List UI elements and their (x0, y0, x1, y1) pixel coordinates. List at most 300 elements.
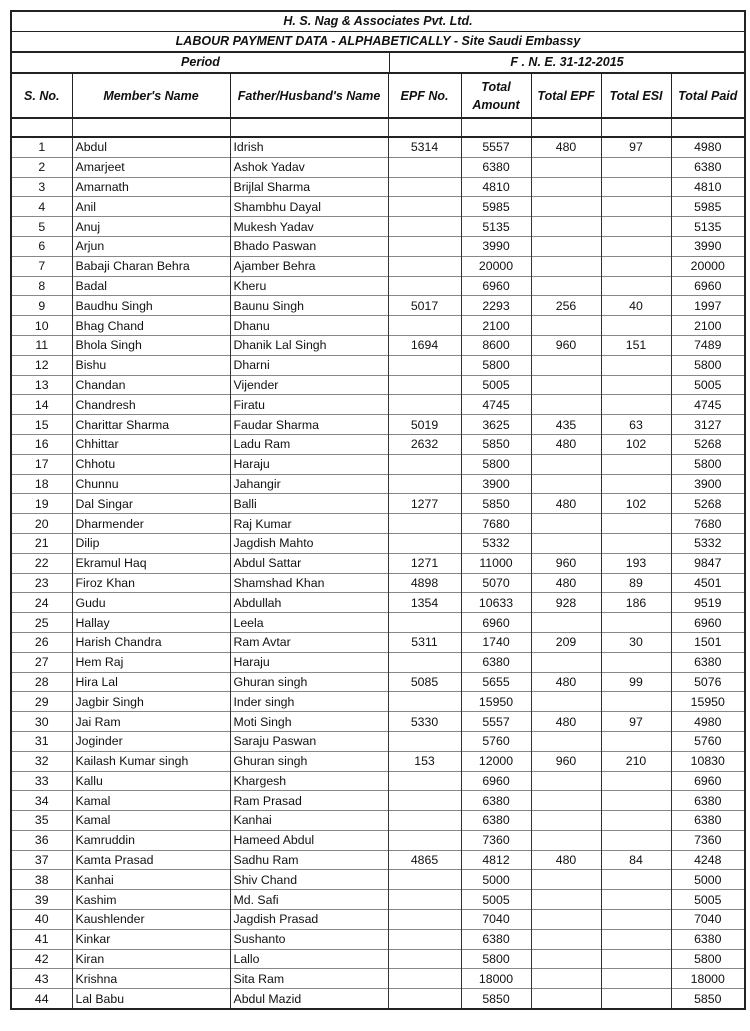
cell-total-esi: 84 (601, 850, 671, 870)
cell-total-amount: 11000 (461, 553, 531, 573)
cell-member-name: Kailash Kumar singh (72, 751, 230, 771)
cell-total-paid: 10830 (671, 751, 744, 771)
cell-sno: 39 (12, 890, 72, 910)
cell-total-esi: 102 (601, 494, 671, 514)
cell-father-name: Khargesh (230, 771, 388, 791)
cell-member-name: Kallu (72, 771, 230, 791)
table-row (12, 890, 744, 910)
cell-total-amount: 5557 (461, 137, 531, 157)
cell-total-paid: 4980 (671, 137, 744, 157)
col-father-name: Father/Husband's Name (230, 74, 388, 119)
cell-total-paid: 1501 (671, 632, 744, 652)
cell-sno: 9 (12, 296, 72, 316)
cell-total-esi (601, 771, 671, 791)
cell-epf-no (388, 613, 461, 633)
cell-total-paid: 15950 (671, 692, 744, 712)
cell-member-name: Hira Lal (72, 672, 230, 692)
cell-total-paid: 5800 (671, 949, 744, 969)
cell-total-esi (601, 157, 671, 177)
cell-total-epf (531, 197, 601, 217)
cell-total-amount: 5850 (461, 494, 531, 514)
cell-total-paid: 5000 (671, 870, 744, 890)
cell-total-esi (601, 949, 671, 969)
cell-sno: 13 (12, 375, 72, 395)
cell-total-epf (531, 355, 601, 375)
cell-father-name: Dhanu (230, 316, 388, 336)
cell-total-amount: 5070 (461, 573, 531, 593)
cell-total-paid: 5268 (671, 434, 744, 454)
cell-total-paid: 4248 (671, 850, 744, 870)
cell-total-paid: 5268 (671, 494, 744, 514)
col-total-amount: Total Amount (461, 74, 531, 119)
cell-total-amount: 20000 (461, 256, 531, 276)
cell-total-epf (531, 771, 601, 791)
cell-total-esi: 151 (601, 335, 671, 355)
cell-total-esi (601, 533, 671, 553)
cell-father-name: Firatu (230, 395, 388, 415)
cell-sno: 24 (12, 593, 72, 613)
cell-sno: 27 (12, 652, 72, 672)
cell-father-name: Kheru (230, 276, 388, 296)
table-row (12, 613, 744, 633)
cell-member-name: Dal Singar (72, 494, 230, 514)
cell-member-name: Gudu (72, 593, 230, 613)
cell-father-name: Abdul Mazid (230, 989, 388, 1008)
cell-epf-no: 5330 (388, 712, 461, 732)
cell-member-name: Jai Ram (72, 712, 230, 732)
cell-total-amount: 5800 (461, 355, 531, 375)
cell-total-amount: 6380 (461, 791, 531, 811)
cell-total-epf (531, 890, 601, 910)
table-row (12, 949, 744, 969)
cell-total-epf (531, 969, 601, 989)
table-row (12, 573, 744, 593)
cell-total-amount: 5850 (461, 989, 531, 1008)
cell-total-amount: 5800 (461, 454, 531, 474)
cell-total-amount: 7040 (461, 910, 531, 930)
cell-sno: 43 (12, 969, 72, 989)
cell-total-amount: 2100 (461, 316, 531, 336)
cell-total-epf: 960 (531, 751, 601, 771)
cell-total-epf (531, 613, 601, 633)
cell-sno: 33 (12, 771, 72, 791)
cell-member-name: Kaushlender (72, 910, 230, 930)
cell-total-epf: 435 (531, 415, 601, 435)
col-total-paid: Total Paid (671, 74, 744, 119)
cell-epf-no: 5019 (388, 415, 461, 435)
cell-total-paid: 5850 (671, 989, 744, 1008)
cell-total-epf (531, 375, 601, 395)
cell-total-paid: 6380 (671, 157, 744, 177)
cell-father-name: Lallo (230, 949, 388, 969)
cell-total-paid: 4980 (671, 712, 744, 732)
cell-epf-no (388, 949, 461, 969)
table-row (12, 197, 744, 217)
cell-epf-no: 1277 (388, 494, 461, 514)
cell-sno: 34 (12, 791, 72, 811)
cell-member-name: Dharmender (72, 514, 230, 534)
cell-epf-no (388, 652, 461, 672)
table-row (12, 692, 744, 712)
table-row (12, 494, 744, 514)
cell-sno: 17 (12, 454, 72, 474)
cell-epf-no (388, 217, 461, 237)
table-row (12, 454, 744, 474)
cell-total-epf (531, 514, 601, 534)
cell-member-name: Kinkar (72, 929, 230, 949)
cell-father-name: Jagdish Mahto (230, 533, 388, 553)
cell-epf-no (388, 395, 461, 415)
cell-sno: 25 (12, 613, 72, 633)
cell-total-amount: 1740 (461, 632, 531, 652)
cell-sno: 23 (12, 573, 72, 593)
period-value: F . N. E. 31-12-2015 (510, 55, 624, 69)
cell-father-name: Saraju Paswan (230, 731, 388, 751)
cell-total-esi (601, 316, 671, 336)
cell-total-amount: 5655 (461, 672, 531, 692)
cell-epf-no (388, 830, 461, 850)
cell-member-name: Firoz Khan (72, 573, 230, 593)
cell-member-name: Kamta Prasad (72, 850, 230, 870)
table-row (12, 593, 744, 613)
cell-member-name: Harish Chandra (72, 632, 230, 652)
cell-member-name: Chandresh (72, 395, 230, 415)
cell-total-epf (531, 454, 601, 474)
table-row (12, 355, 744, 375)
cell-total-epf (531, 929, 601, 949)
cell-member-name: Hem Raj (72, 652, 230, 672)
cell-total-amount: 15950 (461, 692, 531, 712)
cell-total-paid: 20000 (671, 256, 744, 276)
cell-sno: 31 (12, 731, 72, 751)
cell-total-paid: 5005 (671, 375, 744, 395)
cell-total-amount: 4812 (461, 850, 531, 870)
cell-father-name: Sadhu Ram (230, 850, 388, 870)
cell-total-esi (601, 197, 671, 217)
cell-sno: 30 (12, 712, 72, 732)
cell-total-esi (601, 652, 671, 672)
cell-father-name: Ram Avtar (230, 632, 388, 652)
cell-epf-no: 1271 (388, 553, 461, 573)
cell-total-amount: 6380 (461, 811, 531, 831)
cell-total-esi: 40 (601, 296, 671, 316)
cell-father-name: Ladu Ram (230, 434, 388, 454)
cell-total-epf (531, 533, 601, 553)
cell-total-epf (531, 652, 601, 672)
cell-father-name: Dharni (230, 355, 388, 375)
cell-epf-no: 153 (388, 751, 461, 771)
cell-sno: 44 (12, 989, 72, 1008)
cell-sno: 12 (12, 355, 72, 375)
cell-sno: 11 (12, 335, 72, 355)
cell-total-esi (601, 474, 671, 494)
cell-total-amount: 5985 (461, 197, 531, 217)
cell-total-paid: 6960 (671, 771, 744, 791)
cell-total-amount: 7360 (461, 830, 531, 850)
cell-member-name: Lal Babu (72, 989, 230, 1008)
table-row (12, 632, 744, 652)
cell-member-name: Chhittar (72, 434, 230, 454)
cell-total-amount: 3625 (461, 415, 531, 435)
cell-epf-no (388, 771, 461, 791)
cell-total-esi: 89 (601, 573, 671, 593)
cell-total-epf: 960 (531, 335, 601, 355)
cell-total-paid: 7489 (671, 335, 744, 355)
cell-member-name: Badal (72, 276, 230, 296)
cell-total-paid: 18000 (671, 969, 744, 989)
cell-father-name: Jahangir (230, 474, 388, 494)
company-name: H. S. Nag & Associates Pvt. Ltd. (12, 12, 744, 32)
cell-sno: 10 (12, 316, 72, 336)
cell-father-name: Sushanto (230, 929, 388, 949)
cell-total-esi (601, 613, 671, 633)
cell-sno: 8 (12, 276, 72, 296)
table-row (12, 751, 744, 771)
cell-total-esi (601, 791, 671, 811)
cell-total-esi (601, 811, 671, 831)
cell-total-paid: 6380 (671, 811, 744, 831)
cell-father-name: Raj Kumar (230, 514, 388, 534)
cell-sno: 22 (12, 553, 72, 573)
cell-father-name: Ram Prasad (230, 791, 388, 811)
cell-total-paid: 4501 (671, 573, 744, 593)
cell-epf-no (388, 454, 461, 474)
cell-total-esi (601, 276, 671, 296)
cell-epf-no (388, 910, 461, 930)
cell-total-amount: 3990 (461, 236, 531, 256)
cell-total-amount: 5850 (461, 434, 531, 454)
cell-father-name: Mukesh Yadav (230, 217, 388, 237)
table-row (12, 514, 744, 534)
table-row (12, 137, 744, 157)
table-row (12, 910, 744, 930)
cell-total-esi: 97 (601, 712, 671, 732)
cell-total-paid: 7040 (671, 910, 744, 930)
cell-epf-no (388, 791, 461, 811)
col-total-esi: Total ESI (601, 74, 671, 119)
cell-epf-no (388, 474, 461, 494)
cell-father-name: Md. Safi (230, 890, 388, 910)
cell-epf-no (388, 692, 461, 712)
table-row (12, 553, 744, 573)
cell-total-paid: 5076 (671, 672, 744, 692)
cell-total-epf: 480 (531, 494, 601, 514)
cell-total-epf: 480 (531, 573, 601, 593)
cell-sno: 2 (12, 157, 72, 177)
cell-father-name: Hameed Abdul (230, 830, 388, 850)
cell-sno: 16 (12, 434, 72, 454)
cell-father-name: Ghuran singh (230, 751, 388, 771)
cell-epf-no: 5017 (388, 296, 461, 316)
cell-total-epf (531, 177, 601, 197)
cell-member-name: Krishna (72, 969, 230, 989)
cell-epf-no (388, 731, 461, 751)
cell-sno: 14 (12, 395, 72, 415)
cell-sno: 15 (12, 415, 72, 435)
cell-epf-no (388, 197, 461, 217)
payment-table (12, 73, 744, 1008)
period-label: Period (12, 53, 390, 72)
cell-sno: 5 (12, 217, 72, 237)
cell-sno: 20 (12, 514, 72, 534)
cell-total-esi (601, 217, 671, 237)
cell-epf-no: 1694 (388, 335, 461, 355)
cell-total-amount: 4810 (461, 177, 531, 197)
cell-total-epf (531, 474, 601, 494)
cell-epf-no: 4898 (388, 573, 461, 593)
cell-total-paid: 9519 (671, 593, 744, 613)
cell-total-esi (601, 910, 671, 930)
cell-sno: 28 (12, 672, 72, 692)
cell-father-name: Sita Ram (230, 969, 388, 989)
cell-member-name: Dilip (72, 533, 230, 553)
cell-sno: 29 (12, 692, 72, 712)
table-row (12, 850, 744, 870)
cell-total-paid: 3900 (671, 474, 744, 494)
table-row (12, 316, 744, 336)
cell-father-name: Moti Singh (230, 712, 388, 732)
cell-member-name: Chhotu (72, 454, 230, 474)
cell-total-epf (531, 870, 601, 890)
cell-total-amount: 6380 (461, 157, 531, 177)
cell-total-paid: 5800 (671, 454, 744, 474)
cell-total-epf (531, 731, 601, 751)
cell-total-esi: 102 (601, 434, 671, 454)
cell-father-name: Jagdish Prasad (230, 910, 388, 930)
cell-father-name: Baunu Singh (230, 296, 388, 316)
cell-father-name: Brijlal Sharma (230, 177, 388, 197)
cell-total-epf (531, 217, 601, 237)
table-row (12, 989, 744, 1008)
table-row (12, 771, 744, 791)
cell-total-paid: 3990 (671, 236, 744, 256)
cell-father-name: Dhanik Lal Singh (230, 335, 388, 355)
cell-total-amount: 8600 (461, 335, 531, 355)
cell-total-amount: 3900 (461, 474, 531, 494)
table-row (12, 791, 744, 811)
cell-total-epf: 928 (531, 593, 601, 613)
cell-total-amount: 5800 (461, 949, 531, 969)
cell-total-amount: 6380 (461, 929, 531, 949)
table-row (12, 375, 744, 395)
cell-epf-no: 5314 (388, 137, 461, 157)
table-row (12, 395, 744, 415)
report-subtitle: LABOUR PAYMENT DATA - ALPHABETICALLY - Site Saudi Embassy (12, 32, 744, 53)
cell-total-esi: 30 (601, 632, 671, 652)
period-row (12, 53, 744, 73)
table-row (12, 157, 744, 177)
cell-total-paid: 6380 (671, 791, 744, 811)
table-row (12, 533, 744, 553)
cell-father-name: Kanhai (230, 811, 388, 831)
cell-total-epf: 480 (531, 712, 601, 732)
cell-total-epf (531, 692, 601, 712)
cell-member-name: Kanhai (72, 870, 230, 890)
cell-total-amount: 6960 (461, 771, 531, 791)
table-row (12, 712, 744, 732)
cell-total-esi (601, 236, 671, 256)
cell-member-name: Bhola Singh (72, 335, 230, 355)
cell-total-amount: 5005 (461, 375, 531, 395)
cell-total-epf (531, 910, 601, 930)
cell-total-paid: 9847 (671, 553, 744, 573)
cell-sno: 4 (12, 197, 72, 217)
table-row (12, 236, 744, 256)
cell-epf-no (388, 929, 461, 949)
cell-member-name: Chunnu (72, 474, 230, 494)
cell-total-amount: 6960 (461, 276, 531, 296)
table-row (12, 474, 744, 494)
cell-total-paid: 5332 (671, 533, 744, 553)
cell-total-amount: 2293 (461, 296, 531, 316)
cell-member-name: Kamal (72, 791, 230, 811)
cell-total-esi (601, 514, 671, 534)
cell-total-paid: 5135 (671, 217, 744, 237)
col-total-epf: Total EPF (531, 74, 601, 119)
cell-member-name: Abdul (72, 137, 230, 157)
table-row (12, 929, 744, 949)
cell-sno: 36 (12, 830, 72, 850)
table-row (12, 296, 744, 316)
table-row (12, 276, 744, 296)
cell-father-name: Abdul Sattar (230, 553, 388, 573)
cell-father-name: Shamshad Khan (230, 573, 388, 593)
cell-total-paid: 2100 (671, 316, 744, 336)
cell-total-epf (531, 395, 601, 415)
col-member-name: Member's Name (72, 74, 230, 119)
cell-father-name: Vijender (230, 375, 388, 395)
cell-total-esi: 97 (601, 137, 671, 157)
cell-sno: 26 (12, 632, 72, 652)
cell-member-name: Kamal (72, 811, 230, 831)
cell-total-amount: 4745 (461, 395, 531, 415)
cell-total-esi (601, 989, 671, 1008)
cell-epf-no (388, 969, 461, 989)
cell-epf-no (388, 316, 461, 336)
cell-member-name: Anuj (72, 217, 230, 237)
cell-total-paid: 3127 (671, 415, 744, 435)
cell-epf-no (388, 533, 461, 553)
cell-total-epf (531, 256, 601, 276)
cell-sno: 7 (12, 256, 72, 276)
cell-total-amount: 6960 (461, 613, 531, 633)
table-row (12, 672, 744, 692)
cell-total-paid: 5985 (671, 197, 744, 217)
cell-total-epf (531, 276, 601, 296)
cell-sno: 6 (12, 236, 72, 256)
cell-sno: 40 (12, 910, 72, 930)
cell-total-esi: 63 (601, 415, 671, 435)
cell-sno: 38 (12, 870, 72, 890)
cell-epf-no (388, 890, 461, 910)
cell-father-name: Inder singh (230, 692, 388, 712)
cell-total-esi (601, 890, 671, 910)
cell-total-esi (601, 830, 671, 850)
table-row (12, 731, 744, 751)
cell-total-esi: 99 (601, 672, 671, 692)
table-row (12, 217, 744, 237)
cell-total-amount: 5332 (461, 533, 531, 553)
cell-total-paid: 5760 (671, 731, 744, 751)
cell-total-paid: 5005 (671, 890, 744, 910)
cell-sno: 37 (12, 850, 72, 870)
cell-total-esi: 186 (601, 593, 671, 613)
cell-total-paid: 7360 (671, 830, 744, 850)
cell-father-name: Haraju (230, 652, 388, 672)
cell-member-name: Anil (72, 197, 230, 217)
cell-total-esi (601, 929, 671, 949)
table-row (12, 811, 744, 831)
